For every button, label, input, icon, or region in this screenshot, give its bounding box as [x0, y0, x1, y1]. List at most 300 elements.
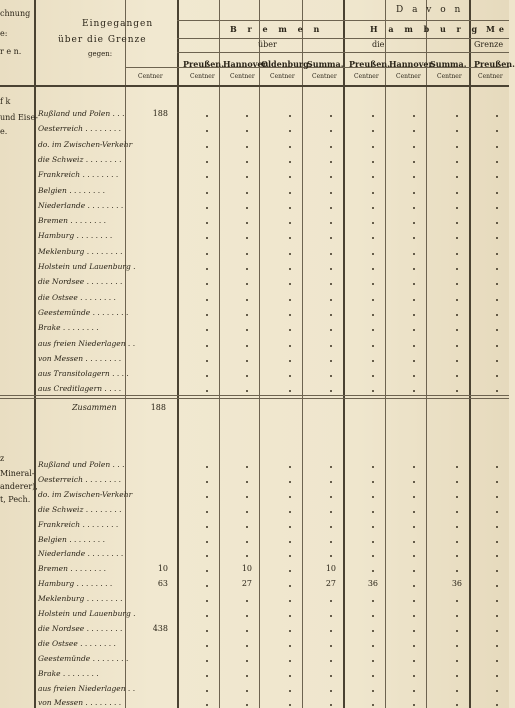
empty-cell-dot — [246, 192, 248, 194]
subcol-header: Hannover. — [389, 59, 435, 69]
empty-cell-dot — [372, 466, 374, 468]
empty-cell-dot — [330, 130, 332, 132]
empty-cell-dot — [372, 207, 374, 209]
empty-cell-dot — [496, 130, 498, 132]
empty-cell-dot — [413, 360, 415, 362]
empty-cell-dot — [206, 329, 208, 331]
row-label: Brake . . . . . . . . — [38, 668, 99, 678]
empty-cell-dot — [496, 268, 498, 270]
empty-cell-dot — [456, 615, 458, 617]
empty-cell-dot — [496, 630, 498, 632]
empty-cell-dot — [372, 146, 374, 148]
empty-cell-dot — [330, 630, 332, 632]
empty-cell-dot — [496, 345, 498, 347]
empty-cell-dot — [289, 690, 291, 692]
empty-cell-dot — [206, 222, 208, 224]
empty-cell-dot — [496, 704, 498, 706]
section-rule — [0, 395, 509, 396]
empty-cell-dot — [289, 541, 291, 543]
empty-cell-dot — [496, 615, 498, 617]
empty-cell-dot — [496, 375, 498, 377]
empty-cell-dot — [456, 645, 458, 647]
empty-cell-dot — [330, 526, 332, 528]
empty-cell-dot — [289, 161, 291, 163]
row-label: Brake . . . . . . . . — [38, 323, 99, 333]
empty-cell-dot — [330, 690, 332, 692]
empty-cell-dot — [330, 329, 332, 331]
empty-cell-dot — [206, 314, 208, 316]
subcol-header: Summa. — [430, 59, 467, 69]
empty-cell-dot — [413, 690, 415, 692]
empty-cell-dot — [330, 253, 332, 255]
empty-cell-dot — [496, 570, 498, 572]
empty-cell-dot — [372, 675, 374, 677]
empty-cell-dot — [330, 222, 332, 224]
empty-cell-dot — [289, 570, 291, 572]
empty-cell-dot — [496, 283, 498, 285]
empty-cell-dot — [289, 299, 291, 301]
empty-cell-dot — [206, 345, 208, 347]
empty-cell-dot — [289, 466, 291, 468]
empty-cell-dot — [289, 481, 291, 483]
empty-cell-dot — [289, 329, 291, 331]
empty-cell-dot — [456, 161, 458, 163]
row-label: aus freien Niederlagen . . — [38, 338, 136, 348]
row-label: Frankreich . . . . . . . . — [38, 170, 119, 180]
empty-cell-dot — [206, 237, 208, 239]
empty-cell-dot — [496, 526, 498, 528]
empty-cell-dot — [496, 645, 498, 647]
empty-cell-dot — [206, 146, 208, 148]
empty-cell-dot — [496, 690, 498, 692]
empty-cell-dot — [246, 222, 248, 224]
empty-cell-dot — [413, 496, 415, 498]
empty-cell-dot — [372, 375, 374, 377]
empty-cell-dot — [330, 314, 332, 316]
header-davon: D a v o n — [396, 5, 464, 15]
empty-cell-dot — [206, 481, 208, 483]
empty-cell-dot — [289, 375, 291, 377]
empty-cell-dot — [456, 466, 458, 468]
empty-cell-dot — [372, 555, 374, 557]
empty-cell-dot — [289, 675, 291, 677]
empty-cell-dot — [413, 541, 415, 543]
empty-cell-dot — [289, 585, 291, 587]
empty-cell-dot — [372, 615, 374, 617]
empty-cell-dot — [330, 541, 332, 543]
empty-cell-dot — [456, 237, 458, 239]
empty-cell-dot — [456, 146, 458, 148]
empty-cell-dot — [456, 176, 458, 178]
header-rule — [177, 38, 509, 39]
empty-cell-dot — [206, 268, 208, 270]
empty-cell-dot — [413, 268, 415, 270]
empty-cell-dot — [372, 192, 374, 194]
unit-label: Centner — [230, 73, 255, 80]
empty-cell-dot — [456, 481, 458, 483]
row-label: Niederlande . . . . . . . . — [38, 200, 124, 210]
row-label: Bremen . . . . . . . . — [38, 216, 107, 226]
row-label: do. im Zwischen-Verkehr — [38, 139, 133, 149]
header-rule — [177, 52, 509, 53]
empty-cell-dot — [246, 299, 248, 301]
row-label: Oesterreich . . . . . . . . — [38, 124, 122, 134]
empty-cell-dot — [413, 299, 415, 301]
empty-cell-dot — [246, 690, 248, 692]
empty-cell-dot — [413, 253, 415, 255]
empty-cell-dot — [413, 615, 415, 617]
empty-cell-dot — [456, 570, 458, 572]
empty-cell-dot — [206, 360, 208, 362]
empty-cell-dot — [289, 660, 291, 662]
empty-cell-dot — [456, 390, 458, 392]
empty-cell-dot — [289, 630, 291, 632]
empty-cell-dot — [330, 615, 332, 617]
row-label: die Ostsee . . . . . . . . — [38, 638, 116, 648]
empty-cell-dot — [413, 704, 415, 706]
section2-left-fragment: Mineral- — [0, 469, 35, 478]
unit-label: Centner — [138, 73, 163, 80]
empty-cell-dot — [289, 222, 291, 224]
row-label: Meklenburg . . . . . . . . — [38, 594, 123, 604]
empty-cell-dot — [456, 690, 458, 692]
unit-label: Centner — [190, 73, 215, 80]
empty-cell-dot — [496, 192, 498, 194]
empty-cell-dot — [330, 645, 332, 647]
empty-cell-dot — [206, 675, 208, 677]
empty-cell-dot — [456, 541, 458, 543]
empty-cell-dot — [330, 268, 332, 270]
empty-cell-dot — [246, 496, 248, 498]
row-label: Belgien . . . . . . . . — [38, 534, 105, 544]
empty-cell-dot — [246, 207, 248, 209]
col-rule — [259, 0, 260, 708]
empty-cell-dot — [330, 466, 332, 468]
empty-cell-dot — [206, 130, 208, 132]
empty-cell-dot — [246, 360, 248, 362]
empty-cell-dot — [330, 390, 332, 392]
empty-cell-dot — [372, 600, 374, 602]
row-label: von Messen . . . . . . . . — [38, 698, 122, 708]
empty-cell-dot — [413, 207, 415, 209]
row-label: die Schweiz . . . . . . . . — [38, 504, 122, 514]
empty-cell-dot — [206, 115, 208, 117]
empty-cell-dot — [246, 253, 248, 255]
empty-cell-dot — [456, 130, 458, 132]
empty-cell-dot — [413, 222, 415, 224]
empty-cell-dot — [372, 329, 374, 331]
empty-cell-dot — [372, 526, 374, 528]
empty-cell-dot — [413, 466, 415, 468]
empty-cell-dot — [206, 283, 208, 285]
empty-cell-dot — [372, 253, 374, 255]
empty-cell-dot — [456, 314, 458, 316]
empty-cell-dot — [372, 541, 374, 543]
row-label: Frankreich . . . . . . . . — [38, 519, 119, 529]
empty-cell-dot — [413, 660, 415, 662]
row-label: aus freien Niederlagen . . — [38, 683, 136, 693]
empty-cell-dot — [206, 600, 208, 602]
empty-cell-dot — [496, 253, 498, 255]
empty-cell-dot — [289, 268, 291, 270]
empty-cell-dot — [246, 146, 248, 148]
empty-cell-dot — [289, 130, 291, 132]
row-total: 188 — [152, 109, 168, 118]
empty-cell-dot — [246, 130, 248, 132]
empty-cell-dot — [413, 115, 415, 117]
row-label: Meklenburg . . . . . . . . — [38, 246, 123, 256]
empty-cell-dot — [206, 660, 208, 662]
row-label: die Schweiz . . . . . . . . — [38, 154, 122, 164]
header-rule — [177, 20, 509, 21]
empty-cell-dot — [246, 314, 248, 316]
empty-cell-dot — [456, 192, 458, 194]
section2-left-fragment: t, Pech. — [0, 495, 31, 504]
empty-cell-dot — [496, 115, 498, 117]
empty-cell-dot — [206, 690, 208, 692]
empty-cell-dot — [206, 526, 208, 528]
empty-cell-dot — [372, 299, 374, 301]
empty-cell-dot — [289, 600, 291, 602]
empty-cell-dot — [372, 268, 374, 270]
row-label: Rußland und Polen . . . — [38, 460, 125, 469]
empty-cell-dot — [413, 600, 415, 602]
row-label: Oesterreich . . . . . . . . — [38, 474, 122, 484]
empty-cell-dot — [289, 314, 291, 316]
row-label: Rußland und Polen . . . — [38, 109, 125, 118]
empty-cell-dot — [456, 630, 458, 632]
empty-cell-dot — [246, 600, 248, 602]
section2-left-fragment: z — [0, 454, 5, 463]
empty-cell-dot — [372, 176, 374, 178]
empty-cell-dot — [330, 345, 332, 347]
empty-cell-dot — [456, 283, 458, 285]
subcol-header: Preußen. — [349, 59, 390, 69]
empty-cell-dot — [330, 555, 332, 557]
col-rule — [343, 0, 345, 708]
empty-cell-dot — [496, 496, 498, 498]
empty-cell-dot — [372, 345, 374, 347]
header-grenze: Grenze — [474, 40, 504, 49]
empty-cell-dot — [206, 207, 208, 209]
empty-cell-dot — [372, 660, 374, 662]
empty-cell-dot — [496, 555, 498, 557]
empty-cell-dot — [330, 299, 332, 301]
empty-cell-dot — [206, 555, 208, 557]
row-label: Holstein und Lauenburg . — [38, 609, 136, 618]
empty-cell-dot — [372, 130, 374, 132]
empty-cell-dot — [289, 645, 291, 647]
empty-cell-dot — [496, 237, 498, 239]
row-label: Belgien . . . . . . . . — [38, 185, 105, 195]
subcol-header: Preußen. — [183, 59, 224, 69]
empty-cell-dot — [496, 329, 498, 331]
empty-cell-dot — [372, 283, 374, 285]
row-value: 10 — [241, 564, 252, 574]
empty-cell-dot — [206, 253, 208, 255]
empty-cell-dot — [413, 314, 415, 316]
row-label: Niederlande . . . . . . . . — [38, 549, 124, 559]
empty-cell-dot — [496, 600, 498, 602]
header-bremen: B r e m e n — [230, 24, 324, 34]
section-rule — [0, 398, 509, 399]
empty-cell-dot — [372, 645, 374, 647]
empty-cell-dot — [246, 541, 248, 543]
total-value: 188 — [150, 403, 166, 412]
row-value: 36 — [451, 579, 462, 589]
empty-cell-dot — [330, 192, 332, 194]
empty-cell-dot — [206, 645, 208, 647]
empty-cell-dot — [413, 192, 415, 194]
empty-cell-dot — [413, 511, 415, 513]
row-label: do. im Zwischen-Verkehr — [38, 489, 133, 499]
empty-cell-dot — [456, 660, 458, 662]
empty-cell-dot — [206, 299, 208, 301]
header-me-fragment: Me — [486, 24, 508, 34]
empty-cell-dot — [496, 207, 498, 209]
unit-label: Centner — [478, 73, 503, 80]
empty-cell-dot — [330, 146, 332, 148]
subcol-header: Summa. — [307, 59, 344, 69]
empty-cell-dot — [496, 299, 498, 301]
empty-cell-dot — [372, 496, 374, 498]
empty-cell-dot — [372, 314, 374, 316]
empty-cell-dot — [456, 555, 458, 557]
empty-cell-dot — [206, 585, 208, 587]
empty-cell-dot — [289, 345, 291, 347]
empty-cell-dot — [246, 526, 248, 528]
empty-cell-dot — [372, 390, 374, 392]
empty-cell-dot — [330, 237, 332, 239]
empty-cell-dot — [413, 237, 415, 239]
section1-left-fragment: e. — [0, 127, 8, 136]
row-total: 438 — [152, 623, 168, 633]
col-rule — [177, 0, 179, 708]
empty-cell-dot — [246, 329, 248, 331]
empty-cell-dot — [372, 222, 374, 224]
header-ueber: über — [258, 40, 277, 49]
empty-cell-dot — [413, 570, 415, 572]
empty-cell-dot — [456, 268, 458, 270]
empty-cell-dot — [206, 630, 208, 632]
empty-cell-dot — [413, 130, 415, 132]
empty-cell-dot — [372, 237, 374, 239]
empty-cell-dot — [246, 511, 248, 513]
empty-cell-dot — [206, 375, 208, 377]
empty-cell-dot — [330, 207, 332, 209]
empty-cell-dot — [456, 375, 458, 377]
empty-cell-dot — [246, 630, 248, 632]
empty-cell-dot — [289, 176, 291, 178]
empty-cell-dot — [246, 675, 248, 677]
empty-cell-dot — [246, 268, 248, 270]
total-label: Zusammen — [72, 403, 117, 412]
subcol-header: Oldenburg. — [261, 59, 312, 69]
empty-cell-dot — [330, 176, 332, 178]
empty-cell-dot — [206, 570, 208, 572]
empty-cell-dot — [413, 146, 415, 148]
empty-cell-dot — [206, 466, 208, 468]
row-label: Geestemünde . . . . . . . . — [38, 307, 129, 317]
empty-cell-dot — [456, 222, 458, 224]
empty-cell-dot — [330, 660, 332, 662]
row-label: aus Creditlagern . . . . — [38, 384, 122, 394]
empty-cell-dot — [289, 253, 291, 255]
empty-cell-dot — [246, 237, 248, 239]
empty-cell-dot — [456, 496, 458, 498]
empty-cell-dot — [496, 675, 498, 677]
empty-cell-dot — [289, 511, 291, 513]
empty-cell-dot — [246, 345, 248, 347]
empty-cell-dot — [289, 283, 291, 285]
empty-cell-dot — [246, 390, 248, 392]
empty-cell-dot — [372, 630, 374, 632]
empty-cell-dot — [372, 115, 374, 117]
empty-cell-dot — [456, 345, 458, 347]
empty-cell-dot — [456, 526, 458, 528]
empty-cell-dot — [372, 511, 374, 513]
empty-cell-dot — [496, 360, 498, 362]
header-left-fragment: r e n. — [0, 47, 22, 56]
header-left-fragment: chnung — [0, 9, 31, 18]
empty-cell-dot — [496, 585, 498, 587]
empty-cell-dot — [413, 630, 415, 632]
unit-label: Centner — [396, 73, 421, 80]
empty-cell-dot — [413, 176, 415, 178]
empty-cell-dot — [289, 496, 291, 498]
row-total: 10 — [157, 564, 168, 574]
empty-cell-dot — [330, 675, 332, 677]
empty-cell-dot — [496, 176, 498, 178]
empty-cell-dot — [413, 675, 415, 677]
row-label: von Messen . . . . . . . . — [38, 353, 122, 363]
row-label: Hamburg . . . . . . . . — [38, 231, 113, 241]
header-die: die — [372, 40, 385, 49]
col-rule — [426, 0, 427, 708]
empty-cell-dot — [246, 660, 248, 662]
section1-left-fragment: und Eise- — [0, 113, 38, 122]
header-hamburg: H a m b u r g — [370, 24, 482, 34]
empty-cell-dot — [330, 161, 332, 163]
col-rule — [125, 0, 126, 708]
row-label: die Nordsee . . . . . . . . — [38, 623, 123, 633]
col-rule — [219, 0, 220, 708]
row-label: Holstein und Lauenburg . — [38, 262, 136, 271]
empty-cell-dot — [246, 481, 248, 483]
empty-cell-dot — [456, 600, 458, 602]
empty-cell-dot — [413, 645, 415, 647]
subcol-header: Preußen. — [474, 59, 515, 69]
empty-cell-dot — [246, 176, 248, 178]
empty-cell-dot — [289, 704, 291, 706]
empty-cell-dot — [206, 541, 208, 543]
empty-cell-dot — [206, 704, 208, 706]
empty-cell-dot — [206, 496, 208, 498]
header-left-fragment: e: — [0, 29, 8, 38]
empty-cell-dot — [413, 329, 415, 331]
empty-cell-dot — [413, 375, 415, 377]
empty-cell-dot — [206, 176, 208, 178]
empty-cell-dot — [246, 375, 248, 377]
empty-cell-dot — [496, 511, 498, 513]
empty-cell-dot — [246, 615, 248, 617]
empty-cell-dot — [206, 615, 208, 617]
empty-cell-dot — [330, 704, 332, 706]
empty-cell-dot — [456, 115, 458, 117]
subcol-header: Hannover. — [223, 59, 269, 69]
empty-cell-dot — [289, 237, 291, 239]
empty-cell-dot — [372, 690, 374, 692]
